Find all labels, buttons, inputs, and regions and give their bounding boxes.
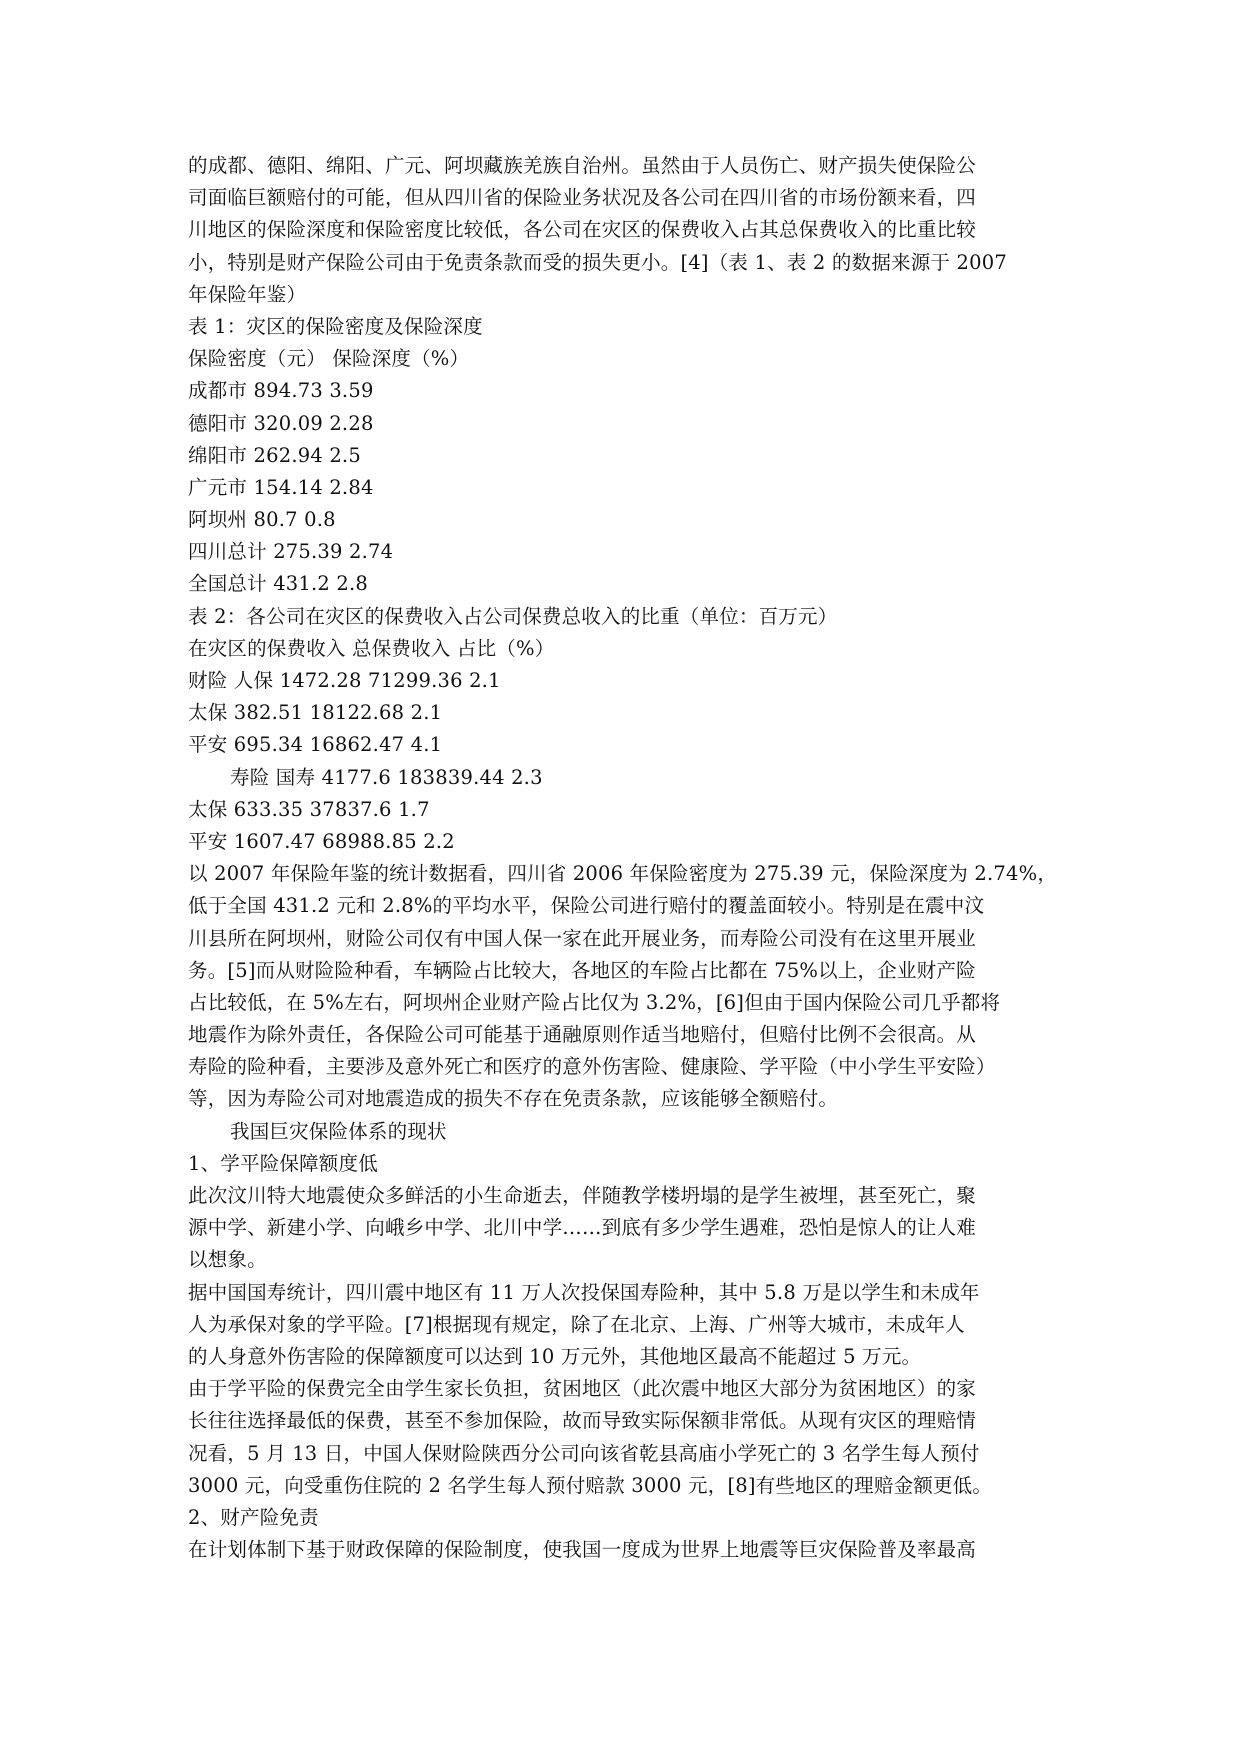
text-line: 地震作为除外责任，各保险公司可能基于通融原则作适当地赔付，但赔付比例不会很高。从: [188, 1023, 977, 1047]
text-line: 我国巨灾保险体系的现状: [230, 1119, 447, 1143]
text-line: 太保 382.51 18122.68 2.1: [188, 701, 443, 725]
text-line: 3000 元，向受重伤住院的 2 名学生每人预付赔款 3000 元，[8]有些地区的理赔金额更低。: [188, 1473, 993, 1497]
text-line: 四川总计 275.39 2.74: [188, 540, 394, 564]
text-line: 务。[5]而从财险险种看，车辆险占比较大，各地区的车险占比都在 75%以上，企业财产险: [188, 958, 976, 982]
text-line: 人为承保对象的学平险。[7]根据现有规定，除了在北京、上海、广州等大城市，未成年人: [188, 1312, 965, 1336]
text-line: 平安 1607.47 68988.85 2.2: [188, 829, 455, 853]
text-line: 寿险 国寿 4177.6 183839.44 2.3: [230, 765, 543, 789]
text-line: 年保险年鉴）: [188, 282, 307, 306]
text-line: 平安 695.34 16862.47 4.1: [188, 733, 443, 757]
text-line: 绵阳市 262.94 2.5: [188, 443, 361, 467]
text-line: 小，特别是财产保险公司由于免责条款而受的损失更小。[4]（表 1、表 2 的数据来源于 2007: [188, 250, 1007, 274]
document-page: [188, 150, 1058, 1566]
text-line: 太保 633.35 37837.6 1.7: [188, 797, 430, 821]
text-line: 长往往选择最低的保费，甚至不参加保险，故而导致实际保额非常低。从现有灾区的理赔情: [188, 1409, 977, 1433]
text-line: 寿险的险种看，主要涉及意外死亡和医疗的意外伤害险、健康险、学平险（中小学生平安险）: [188, 1055, 996, 1079]
text-line: 司面临巨额赔付的可能，但从四川省的保险业务状况及各公司在四川省的市场份额来看，四: [188, 186, 977, 210]
text-line: 德阳市 320.09 2.28: [188, 411, 374, 435]
text-line: 在灾区的保费收入 总保费收入 占比（%）: [188, 636, 555, 660]
text-line: 的成都、德阳、绵阳、广元、阿坝藏族羌族自治州。虽然由于人员伤亡、财产损失使保险公: [188, 154, 977, 177]
text-line: 此次汶川特大地震使众多鲜活的小生命逝去，伴随教学楼坍塌的是学生被埋，甚至死亡，聚: [188, 1184, 977, 1207]
text-line: 表 2：各公司在灾区的保费收入占公司保费总收入的比重（单位：百万元）: [188, 604, 838, 628]
text-line: 川地区的保险深度和保险密度比较低，各公司在灾区的保费收入占其总保费收入的比重比较: [188, 218, 977, 242]
text-line: 财险 人保 1472.28 71299.36 2.1: [188, 669, 501, 692]
text-line: 占比较低，在 5%左右，阿坝州企业财产险占比仅为 3.2%，[6]但由于国内保险公司几乎都将: [188, 990, 1001, 1014]
text-line: 保险密度（元） 保险深度（%）: [188, 347, 470, 371]
text-line: 由于学平险的保费完全由学生家长负担，贫困地区（此次震中地区大部分为贫困地区）的家: [188, 1377, 977, 1401]
text-line: 源中学、新建小学、向峨乡中学、北川中学……到底有多少学生遇难，恐怕是惊人的让人难: [188, 1216, 977, 1240]
text-line: 在计划体制下基于财政保障的保险制度，使我国一度成为世界上地震等巨灾保险普及率最高: [188, 1538, 977, 1562]
text-line: 以 2007 年保险年鉴的统计数据看，四川省 2006 年保险密度为 275.39 元，保险深度为 2.74%，: [188, 862, 1058, 886]
text-line: 的人身意外伤害险的保障额度可以达到 10 万元外，其他地区最高不能超过 5 万元。: [188, 1344, 922, 1368]
text-line: 全国总计 431.2 2.8: [188, 572, 369, 596]
text-line: 成都市 894.73 3.59: [188, 379, 374, 403]
text-line: 广元市 154.14 2.84: [188, 475, 374, 499]
text-line: 低于全国 431.2 元和 2.8%的平均水平，保险公司进行赔付的覆盖面较小。特别是在震中汶: [188, 894, 985, 918]
text-line: 以想象。: [188, 1248, 267, 1272]
text-line: 1、学平险保障额度低: [188, 1151, 378, 1175]
text-line: 况看，5 月 13 日，中国人保财险陕西分公司向该省乾县高庙小学死亡的 3 名学生每人预付: [188, 1441, 980, 1465]
text-line: 阿坝州 80.7 0.8: [188, 508, 336, 532]
text-line: 据中国国寿统计，四川震中地区有 11 万人次投保国寿险种，其中 5.8 万是以学生和未成年: [188, 1280, 980, 1304]
text-line: 表 1：灾区的保险密度及保险深度: [188, 314, 483, 338]
text-line: 等，因为寿险公司对地震造成的损失不存在免责条款，应该能够全额赔付。: [188, 1087, 839, 1111]
text-line: 2、财产险免责: [188, 1505, 319, 1529]
text-line: 川县所在阿坝州，财险公司仅有中国人保一家在此开展业务，而寿险公司没有在这里开展业: [188, 926, 977, 950]
